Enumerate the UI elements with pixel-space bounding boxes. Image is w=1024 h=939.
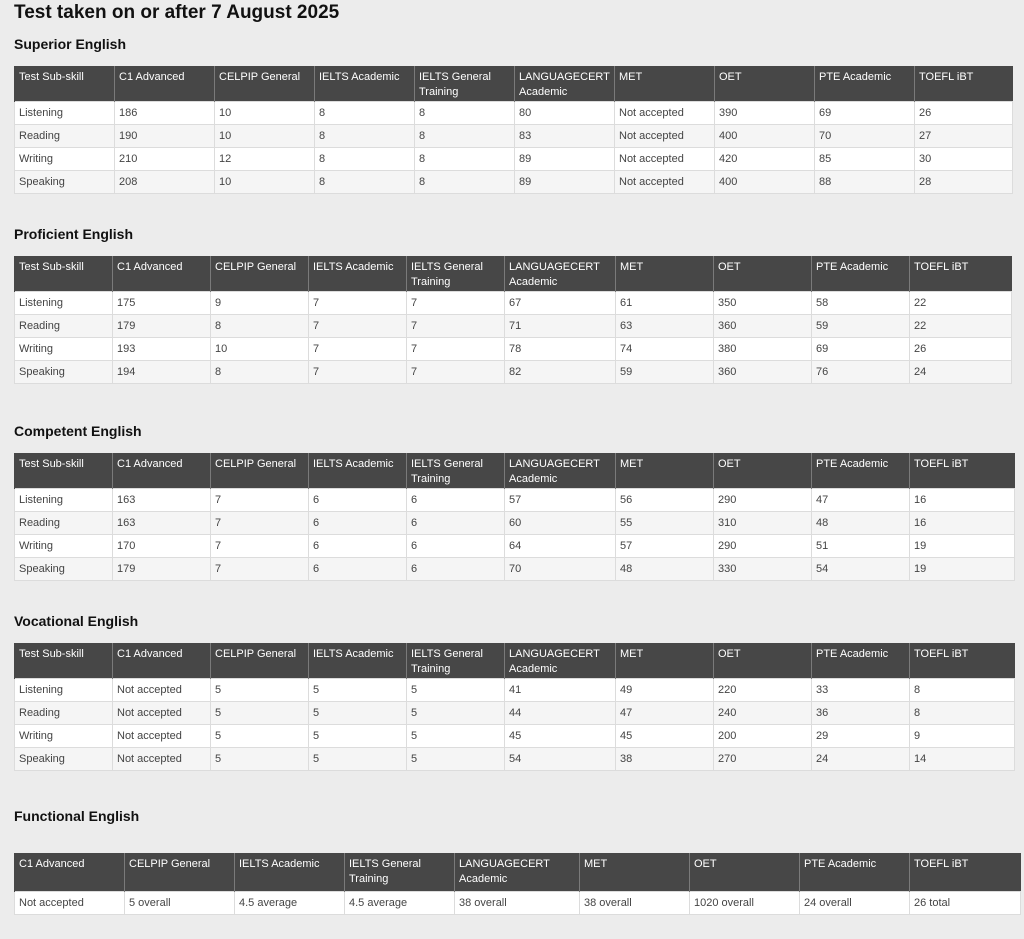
- proficient-english-table: [14, 256, 1012, 384]
- score-cell: 200: [714, 724, 812, 747]
- column-header-met: MET: [615, 66, 715, 101]
- score-cell: 41: [505, 678, 616, 701]
- score-cell: 70: [505, 557, 616, 580]
- column-header-languagecert-academic: LANGUAGECERT Academic: [505, 256, 616, 291]
- score-cell: 22: [910, 291, 1012, 314]
- table-row: [15, 314, 1012, 337]
- score-cell: 28: [915, 170, 1013, 193]
- sub-skill-cell: Writing: [15, 724, 113, 747]
- score-cell: 59: [812, 314, 910, 337]
- score-cell: 186: [115, 101, 215, 124]
- sub-skill-cell: Reading: [15, 314, 113, 337]
- score-cell: 350: [714, 291, 812, 314]
- score-cell: 26 total: [910, 891, 1021, 914]
- column-header-celpip-general: CELPIP General: [211, 453, 309, 488]
- table-row: [15, 101, 1013, 124]
- score-cell: 8: [910, 678, 1015, 701]
- score-cell: 82: [505, 360, 616, 383]
- column-header-ielts-general-training: IELTS General Training: [345, 853, 455, 891]
- column-header-languagecert-academic: LANGUAGECERT Academic: [505, 643, 616, 678]
- column-header-pte-academic: PTE Academic: [812, 643, 910, 678]
- table-row: [15, 488, 1015, 511]
- score-cell: 5: [407, 678, 505, 701]
- score-cell: 7: [407, 291, 505, 314]
- column-header-oet: OET: [714, 453, 812, 488]
- score-cell: 88: [815, 170, 915, 193]
- score-cell: Not accepted: [113, 724, 211, 747]
- score-cell: 5: [309, 724, 407, 747]
- column-header-c1-advanced: C1 Advanced: [113, 256, 211, 291]
- score-cell: 7: [309, 337, 407, 360]
- column-header-oet: OET: [715, 66, 815, 101]
- score-cell: 8: [910, 701, 1015, 724]
- sub-skill-cell: Listening: [15, 101, 115, 124]
- score-cell: 8: [315, 101, 415, 124]
- column-header-toefl-ibt: TOEFL iBT: [910, 256, 1012, 291]
- column-header-ielts-general-training: IELTS General Training: [407, 256, 505, 291]
- table-row: [15, 747, 1015, 770]
- table-row: [15, 291, 1012, 314]
- column-header-languagecert-academic: LANGUAGECERT Academic: [505, 453, 616, 488]
- table-row: [15, 147, 1013, 170]
- score-cell: 5: [309, 747, 407, 770]
- section-title-superior-english: Superior English: [14, 36, 127, 52]
- score-cell: 22: [910, 314, 1012, 337]
- score-cell: 360: [714, 360, 812, 383]
- score-cell: 5: [211, 724, 309, 747]
- score-cell: 10: [215, 101, 315, 124]
- sub-skill-cell: Writing: [15, 337, 113, 360]
- score-cell: 48: [812, 511, 910, 534]
- score-cell: 380: [714, 337, 812, 360]
- score-cell: 7: [309, 360, 407, 383]
- column-header-celpip-general: CELPIP General: [125, 853, 235, 891]
- page-title: Test taken on or after 7 August 2025: [14, 2, 340, 23]
- column-header-met: MET: [580, 853, 690, 891]
- score-cell: 290: [714, 488, 812, 511]
- column-header-c1-advanced: C1 Advanced: [15, 853, 125, 891]
- score-cell: 38 overall: [455, 891, 580, 914]
- column-header-met: MET: [616, 643, 714, 678]
- section-title-proficient-english: Proficient English: [14, 226, 134, 242]
- table-row: [15, 701, 1015, 724]
- table-header-row: [15, 256, 1012, 291]
- score-cell: 78: [505, 337, 616, 360]
- column-header-pte-academic: PTE Academic: [815, 66, 915, 101]
- sub-skill-cell: Listening: [15, 678, 113, 701]
- column-header-toefl-ibt: TOEFL iBT: [910, 853, 1021, 891]
- score-cell: 54: [812, 557, 910, 580]
- score-cell: 5: [211, 747, 309, 770]
- score-cell: 8: [415, 147, 515, 170]
- score-cell: 390: [715, 101, 815, 124]
- score-cell: 85: [815, 147, 915, 170]
- functional-english-table: [14, 853, 1021, 915]
- column-header-test-sub-skill: Test Sub-skill: [15, 643, 113, 678]
- section-title-vocational-english: Vocational English: [14, 613, 139, 629]
- table-row: [15, 337, 1012, 360]
- score-cell: 220: [714, 678, 812, 701]
- score-cell: 5: [407, 701, 505, 724]
- score-cell: 7: [407, 337, 505, 360]
- table-row: [15, 557, 1015, 580]
- score-cell: 83: [515, 124, 615, 147]
- sub-skill-cell: Reading: [15, 511, 113, 534]
- column-header-ielts-academic: IELTS Academic: [309, 453, 407, 488]
- score-cell: 56: [616, 488, 714, 511]
- table-row: [15, 511, 1015, 534]
- column-header-oet: OET: [714, 256, 812, 291]
- score-cell: 310: [714, 511, 812, 534]
- table-row: [15, 170, 1013, 193]
- score-cell: 5: [211, 678, 309, 701]
- table-header-row: [15, 66, 1013, 101]
- table-row: [15, 534, 1015, 557]
- score-cell: Not accepted: [615, 170, 715, 193]
- score-cell: 4.5 average: [235, 891, 345, 914]
- score-cell: 5 overall: [125, 891, 235, 914]
- column-header-test-sub-skill: Test Sub-skill: [15, 66, 115, 101]
- score-cell: 67: [505, 291, 616, 314]
- score-cell: 7: [407, 360, 505, 383]
- column-header-ielts-academic: IELTS Academic: [309, 643, 407, 678]
- sub-skill-cell: Reading: [15, 124, 115, 147]
- score-cell: 55: [616, 511, 714, 534]
- score-cell: 7: [309, 291, 407, 314]
- score-cell: 64: [505, 534, 616, 557]
- score-cell: 10: [211, 337, 309, 360]
- sub-skill-cell: Speaking: [15, 557, 113, 580]
- score-cell: 8: [211, 314, 309, 337]
- score-cell: 19: [910, 557, 1015, 580]
- score-cell: Not accepted: [113, 678, 211, 701]
- score-cell: 8: [415, 124, 515, 147]
- score-cell: 59: [616, 360, 714, 383]
- column-header-ielts-general-training: IELTS General Training: [415, 66, 515, 101]
- score-cell: 24 overall: [800, 891, 910, 914]
- column-header-pte-academic: PTE Academic: [800, 853, 910, 891]
- column-header-languagecert-academic: LANGUAGECERT Academic: [455, 853, 580, 891]
- column-header-toefl-ibt: TOEFL iBT: [915, 66, 1013, 101]
- score-cell: 6: [309, 534, 407, 557]
- score-cell: 6: [407, 511, 505, 534]
- score-cell: 45: [616, 724, 714, 747]
- sub-skill-cell: Listening: [15, 291, 113, 314]
- score-cell: 89: [515, 170, 615, 193]
- score-cell: 47: [616, 701, 714, 724]
- sub-skill-cell: Speaking: [15, 360, 113, 383]
- competent-english-table: [14, 453, 1015, 581]
- score-cell: Not accepted: [615, 147, 715, 170]
- score-cell: 175: [113, 291, 211, 314]
- column-header-c1-advanced: C1 Advanced: [113, 643, 211, 678]
- score-cell: 170: [113, 534, 211, 557]
- score-cell: 26: [910, 337, 1012, 360]
- score-cell: 420: [715, 147, 815, 170]
- score-cell: 47: [812, 488, 910, 511]
- score-cell: 8: [315, 170, 415, 193]
- score-cell: 9: [211, 291, 309, 314]
- section-title-functional-english: Functional English: [14, 808, 140, 824]
- table-row: [15, 724, 1015, 747]
- sub-skill-cell: Reading: [15, 701, 113, 724]
- column-header-toefl-ibt: TOEFL iBT: [910, 453, 1015, 488]
- column-header-celpip-general: CELPIP General: [211, 256, 309, 291]
- column-header-oet: OET: [714, 643, 812, 678]
- score-cell: 14: [910, 747, 1015, 770]
- section-title-competent-english: Competent English: [14, 423, 142, 439]
- column-header-oet: OET: [690, 853, 800, 891]
- score-cell: 7: [211, 557, 309, 580]
- score-cell: 5: [407, 747, 505, 770]
- score-cell: 36: [812, 701, 910, 724]
- score-cell: 7: [407, 314, 505, 337]
- score-cell: 193: [113, 337, 211, 360]
- score-cell: 6: [407, 534, 505, 557]
- score-cell: 80: [515, 101, 615, 124]
- table-row: [15, 124, 1013, 147]
- score-cell: 179: [113, 314, 211, 337]
- table-row: [15, 678, 1015, 701]
- column-header-pte-academic: PTE Academic: [812, 256, 910, 291]
- score-cell: 57: [505, 488, 616, 511]
- column-header-toefl-ibt: TOEFL iBT: [910, 643, 1015, 678]
- score-cell: Not accepted: [113, 747, 211, 770]
- score-cell: 210: [115, 147, 215, 170]
- sub-skill-cell: Speaking: [15, 170, 115, 193]
- score-cell: 63: [616, 314, 714, 337]
- score-cell: 7: [309, 314, 407, 337]
- score-cell: 51: [812, 534, 910, 557]
- score-cell: 45: [505, 724, 616, 747]
- score-cell: 33: [812, 678, 910, 701]
- table-header-row: [15, 453, 1015, 488]
- score-cell: 60: [505, 511, 616, 534]
- score-cell: 30: [915, 147, 1013, 170]
- score-cell: 70: [815, 124, 915, 147]
- score-cell: 5: [211, 701, 309, 724]
- score-cell: 163: [113, 488, 211, 511]
- score-cell: 38 overall: [580, 891, 690, 914]
- score-cell: 89: [515, 147, 615, 170]
- score-cell: 8: [315, 147, 415, 170]
- score-cell: 290: [714, 534, 812, 557]
- score-cell: 8: [415, 170, 515, 193]
- score-cell: 71: [505, 314, 616, 337]
- score-cell: 179: [113, 557, 211, 580]
- score-cell: 74: [616, 337, 714, 360]
- table-header-row: [15, 643, 1015, 678]
- score-cell: 58: [812, 291, 910, 314]
- column-header-c1-advanced: C1 Advanced: [115, 66, 215, 101]
- score-cell: 29: [812, 724, 910, 747]
- score-cell: 49: [616, 678, 714, 701]
- score-cell: Not accepted: [113, 701, 211, 724]
- column-header-met: MET: [616, 453, 714, 488]
- score-cell: 69: [815, 101, 915, 124]
- column-header-test-sub-skill: Test Sub-skill: [15, 256, 113, 291]
- score-cell: 16: [910, 511, 1015, 534]
- score-cell: 16: [910, 488, 1015, 511]
- column-header-celpip-general: CELPIP General: [211, 643, 309, 678]
- score-cell: 19: [910, 534, 1015, 557]
- score-cell: 400: [715, 124, 815, 147]
- score-cell: 12: [215, 147, 315, 170]
- score-cell: 4.5 average: [345, 891, 455, 914]
- score-cell: 61: [616, 291, 714, 314]
- score-cell: 360: [714, 314, 812, 337]
- column-header-ielts-general-training: IELTS General Training: [407, 643, 505, 678]
- table-header-row: [15, 853, 1021, 891]
- sub-skill-cell: Writing: [15, 534, 113, 557]
- score-cell: 10: [215, 170, 315, 193]
- table-row: [15, 360, 1012, 383]
- score-cell: 24: [910, 360, 1012, 383]
- column-header-ielts-general-training: IELTS General Training: [407, 453, 505, 488]
- score-cell: 48: [616, 557, 714, 580]
- column-header-languagecert-academic: LANGUAGECERT Academic: [515, 66, 615, 101]
- column-header-ielts-academic: IELTS Academic: [235, 853, 345, 891]
- score-cell: 6: [309, 488, 407, 511]
- score-cell: 10: [215, 124, 315, 147]
- score-cell: 69: [812, 337, 910, 360]
- score-cell: 57: [616, 534, 714, 557]
- table-row: [15, 891, 1021, 914]
- score-cell: 5: [309, 701, 407, 724]
- score-cell: 400: [715, 170, 815, 193]
- column-header-ielts-academic: IELTS Academic: [315, 66, 415, 101]
- score-cell: 163: [113, 511, 211, 534]
- score-cell: 7: [211, 534, 309, 557]
- score-cell: 27: [915, 124, 1013, 147]
- score-cell: 8: [211, 360, 309, 383]
- score-cell: 54: [505, 747, 616, 770]
- score-cell: 44: [505, 701, 616, 724]
- score-cell: Not accepted: [615, 101, 715, 124]
- score-cell: 240: [714, 701, 812, 724]
- column-header-pte-academic: PTE Academic: [812, 453, 910, 488]
- score-cell: 6: [407, 557, 505, 580]
- score-cell: 38: [616, 747, 714, 770]
- column-header-test-sub-skill: Test Sub-skill: [15, 453, 113, 488]
- score-cell: 190: [115, 124, 215, 147]
- superior-english-table: [14, 66, 1013, 194]
- score-cell: Not accepted: [15, 891, 125, 914]
- vocational-english-table: [14, 643, 1015, 771]
- score-cell: 8: [415, 101, 515, 124]
- score-cell: 330: [714, 557, 812, 580]
- column-header-ielts-academic: IELTS Academic: [309, 256, 407, 291]
- score-cell: 5: [309, 678, 407, 701]
- score-cell: 208: [115, 170, 215, 193]
- score-cell: 6: [407, 488, 505, 511]
- column-header-c1-advanced: C1 Advanced: [113, 453, 211, 488]
- column-header-met: MET: [616, 256, 714, 291]
- score-cell: 8: [315, 124, 415, 147]
- sub-skill-cell: Writing: [15, 147, 115, 170]
- score-cell: 194: [113, 360, 211, 383]
- score-cell: 5: [407, 724, 505, 747]
- score-cell: 7: [211, 511, 309, 534]
- score-cell: 7: [211, 488, 309, 511]
- score-cell: 24: [812, 747, 910, 770]
- column-header-celpip-general: CELPIP General: [215, 66, 315, 101]
- score-cell: 6: [309, 511, 407, 534]
- score-cell: Not accepted: [615, 124, 715, 147]
- score-cell: 6: [309, 557, 407, 580]
- score-cell: 9: [910, 724, 1015, 747]
- score-cell: 1020 overall: [690, 891, 800, 914]
- score-cell: 270: [714, 747, 812, 770]
- sub-skill-cell: Speaking: [15, 747, 113, 770]
- score-cell: 76: [812, 360, 910, 383]
- sub-skill-cell: Listening: [15, 488, 113, 511]
- score-cell: 26: [915, 101, 1013, 124]
